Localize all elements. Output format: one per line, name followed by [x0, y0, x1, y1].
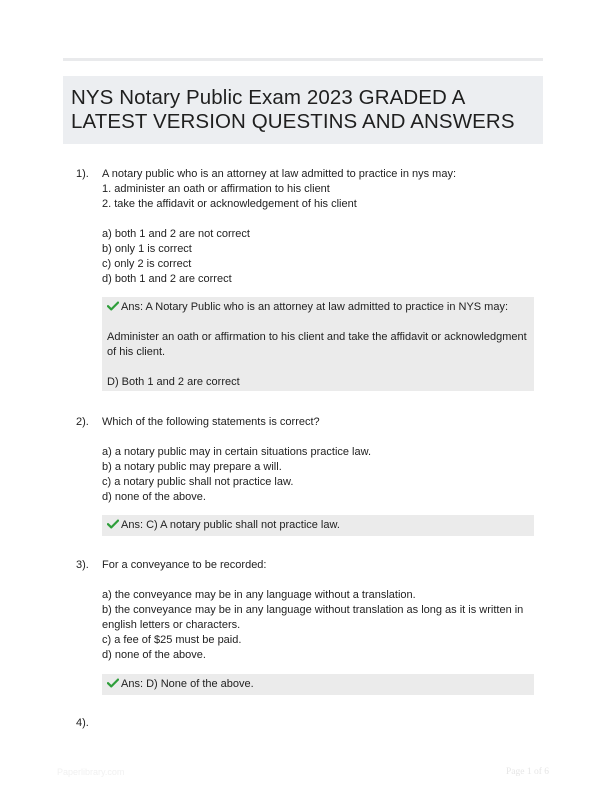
- answer-text: Ans: D) None of the above.: [121, 678, 254, 690]
- question-number: 1).: [76, 168, 89, 180]
- question-options: a) a notary public may in certain situations practice law. b) a notary public may prepare a will. c) a notary public shall not practice law. d) none of the above.: [102, 446, 372, 503]
- answer-text: Ans: C) A notary public shall not practice law.: [121, 519, 340, 531]
- footer-site: Paperlibrary.com: [57, 767, 125, 777]
- answer-choice: D) Both 1 and 2 are correct: [107, 376, 240, 388]
- question-prompt: For a conveyance to be recorded:: [102, 559, 267, 571]
- question-number: 4).: [76, 717, 89, 729]
- question-body: [102, 558, 542, 663]
- answer-box-2: [102, 515, 534, 536]
- question-body: [102, 415, 542, 505]
- document-title: NYS Notary Public Exam 2023 GRADED A LATEST VERSION QUESTINS AND ANSWERS: [71, 86, 515, 133]
- check-icon: [107, 678, 119, 688]
- top-divider: [63, 58, 543, 61]
- question-number: 3).: [76, 559, 89, 571]
- question-prompt: Which of the following statements is correct?: [102, 416, 320, 428]
- question-number: 2).: [76, 416, 89, 428]
- footer-page-number: Page 1 of 6: [505, 767, 549, 777]
- answer-box-3: [102, 674, 534, 695]
- question-options: a) the conveyance may be in any language without a translation. b) the conveyance may be in any language without translation as long as it is written in english letters or characters. c) a fee of $25 must be paid. d) none of the above.: [102, 589, 524, 661]
- title-banner: [63, 76, 543, 144]
- question-options: a) both 1 and 2 are not correct b) only 1 is correct c) only 2 is correct d) both 1 and 2 are correct: [102, 228, 250, 285]
- question-prompt: A notary public who is an attorney at law admitted to practice in nys may: 1. administer an oath or affirmation to his client 2. take the affidavit or acknowledgement of his client: [102, 168, 457, 210]
- question-body: [102, 167, 542, 287]
- answer-text: Ans: A Notary Public who is an attorney at law admitted to practice in NYS may:: [121, 301, 509, 313]
- check-icon: [107, 519, 119, 529]
- answer-box-1: [102, 297, 534, 391]
- answer-explanation: Administer an oath or affirmation to his client and take the affidavit or acknowledgment of his client.: [107, 331, 527, 358]
- check-icon: [107, 301, 119, 311]
